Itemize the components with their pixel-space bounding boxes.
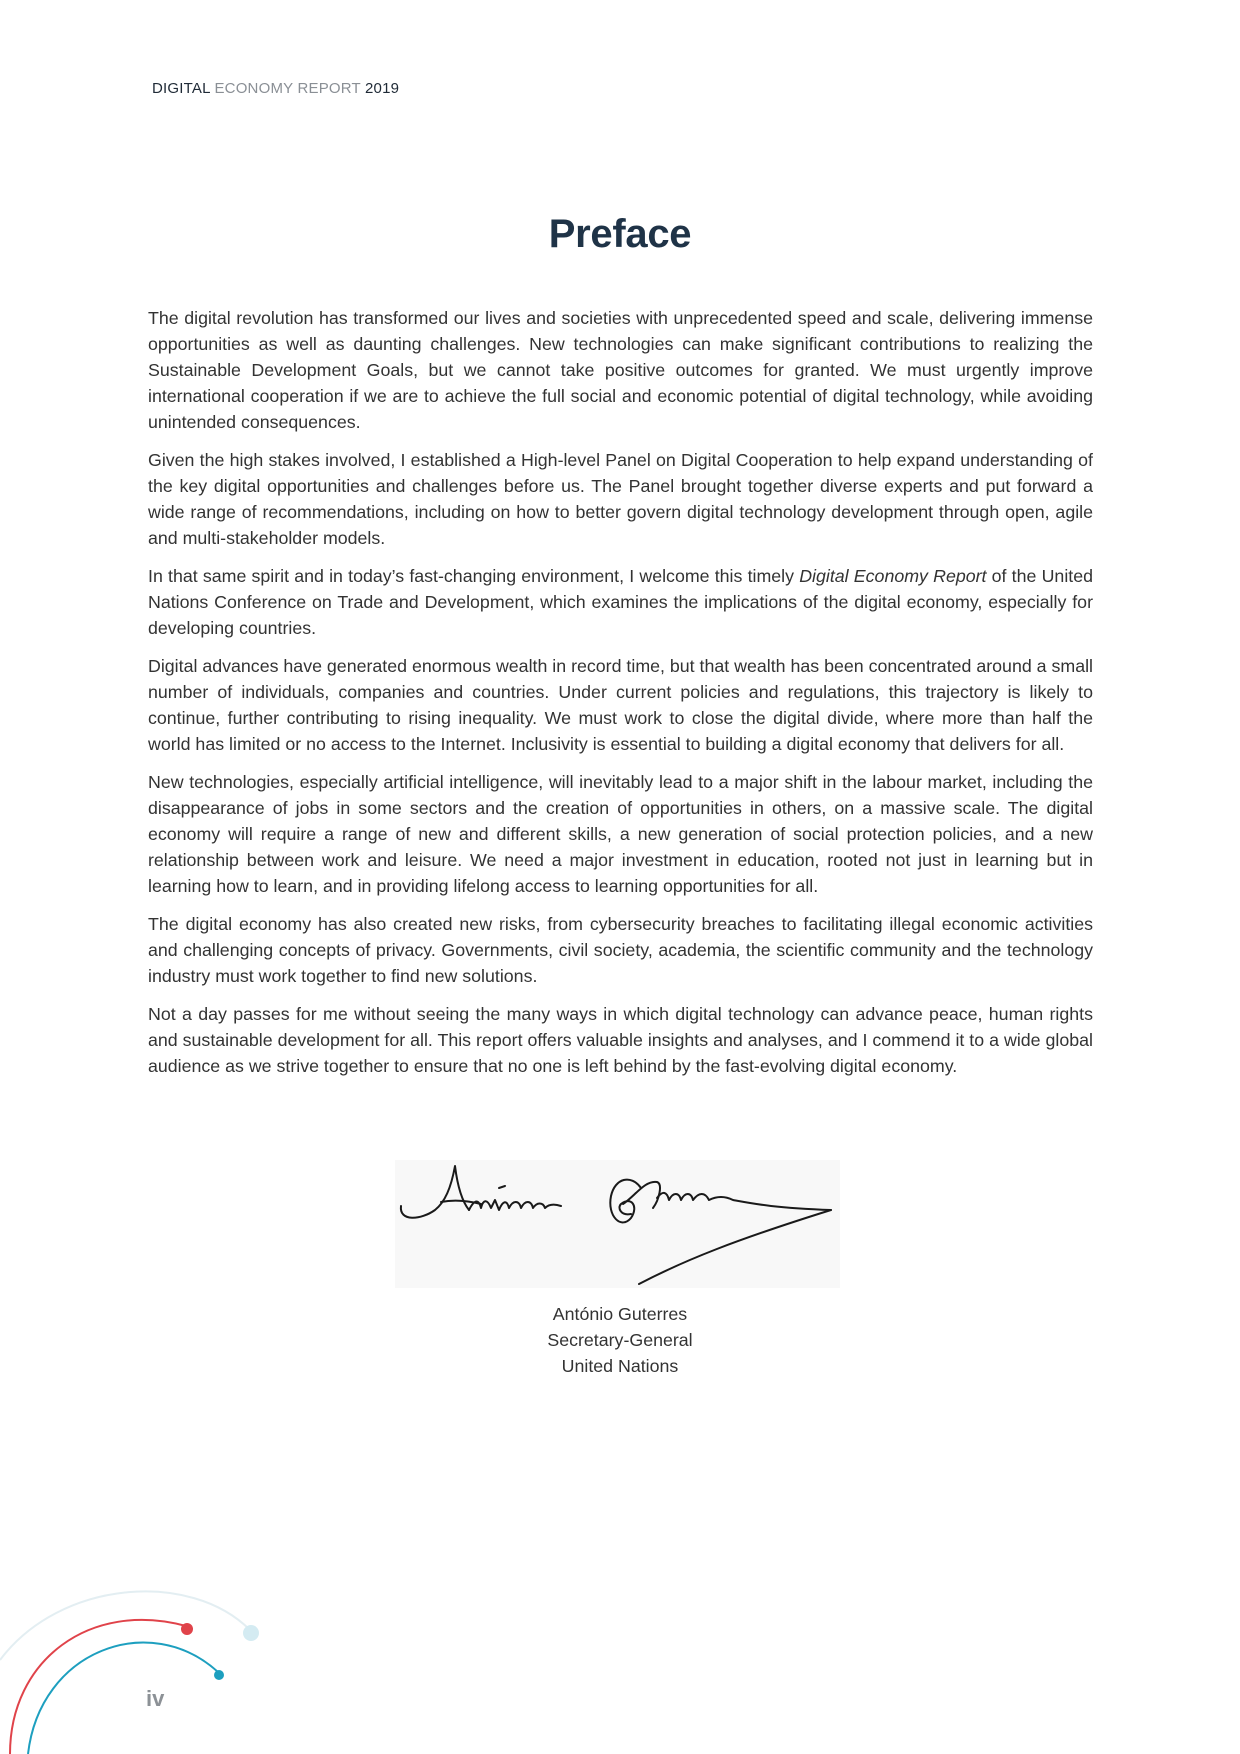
preface-body [148, 305, 1093, 1091]
signatory-block [0, 1301, 1240, 1379]
report-title-italic: Digital Economy Report [799, 566, 987, 586]
running-header-part2: ECONOMY REPORT [214, 80, 361, 97]
decor-dot-teal [214, 1670, 224, 1680]
decor-dot-light [243, 1625, 259, 1641]
paragraph-5: New technologies, especially artificial intelligence, will inevitably lead to a major shift in the labour market, including the disappearance of jobs in some sectors and the creation of opportunities in others, on a massive scale. The digital economy will require a range of new and different skills, a new generation of social protection policies, and a new relationship between work and leisure. We need a major investment in education, rooted not just in learning but in learning how to learn, and in providing lifelong access to learning opportunities for all. [148, 772, 1093, 896]
running-header [152, 80, 399, 97]
signatory-name: António Guterres [552, 1304, 688, 1324]
paragraph-2: Given the high stakes involved, I established a High-level Panel on Digital Cooperation to help expand understanding of the key digital opportunities and challenges before us. The Panel brought together diverse experts and put forward a wide range of recommendations, including on how to better govern digital technology development through open, agile and multi-stakeholder models. [148, 450, 1093, 548]
paragraph-3 [148, 563, 1093, 641]
running-header-part1: DIGITAL [152, 80, 211, 97]
paragraph-7: Not a day passes for me without seeing the many ways in which digital technology can advance peace, human rights and sustainable development for all. This report offers valuable insights and analyses, and I commend it to a wide global audience as we strive together to ensure that no one is left behind by the fast-evolving digital economy. [148, 1004, 1093, 1076]
paragraph-6: The digital economy has also created new risks, from cybersecurity breaches to facilitating illegal economic activities and challenging concepts of privacy. Governments, civil society, academia, the scientific community and the technology industry must work together to find new solutions. [148, 914, 1093, 986]
signatory-position: Secretary-General [547, 1330, 693, 1350]
handwritten-signature [395, 1160, 840, 1288]
decor-arc-light [0, 1591, 250, 1660]
running-header-part3: 2019 [365, 80, 400, 97]
corner-arc-decoration [0, 1570, 280, 1754]
signature-drawing [395, 1160, 840, 1288]
paragraph-3-after: of the United Nations Conference on Trade and Development, which examines the implications of the digital economy, especially for developing countries. [148, 566, 1093, 638]
signatory-organization: United Nations [561, 1356, 679, 1376]
decor-arc-teal [28, 1643, 218, 1754]
decor-dot-red [181, 1623, 193, 1635]
paragraph-1: The digital revolution has transformed our lives and societies with unprecedented speed and scale, delivering immense opportunities as well as daunting challenges. New technologies can make significant contributions to realizing the Sustainable Development Goals, but we cannot take positive outcomes for granted. We must urgently improve international cooperation if we are to achieve the full social and economic potential of digital technology, while avoiding unintended consequences. [148, 308, 1093, 432]
page-number: iv [146, 1686, 165, 1711]
paragraph-4: Digital advances have generated enormous wealth in record time, but that wealth has been concentrated around a small number of individuals, companies and countries. Under current policies and regulations, this trajectory is likely to continue, further contributing to rising inequality. We must work to close the digital divide, where more than half the world has limited or no access to the Internet. Inclusivity is essential to building a digital economy that delivers for all. [148, 656, 1093, 754]
page-title: Preface [548, 212, 692, 256]
paragraph-3-before: In that same spirit and in today’s fast-changing environment, I welcome this timely [148, 566, 800, 586]
